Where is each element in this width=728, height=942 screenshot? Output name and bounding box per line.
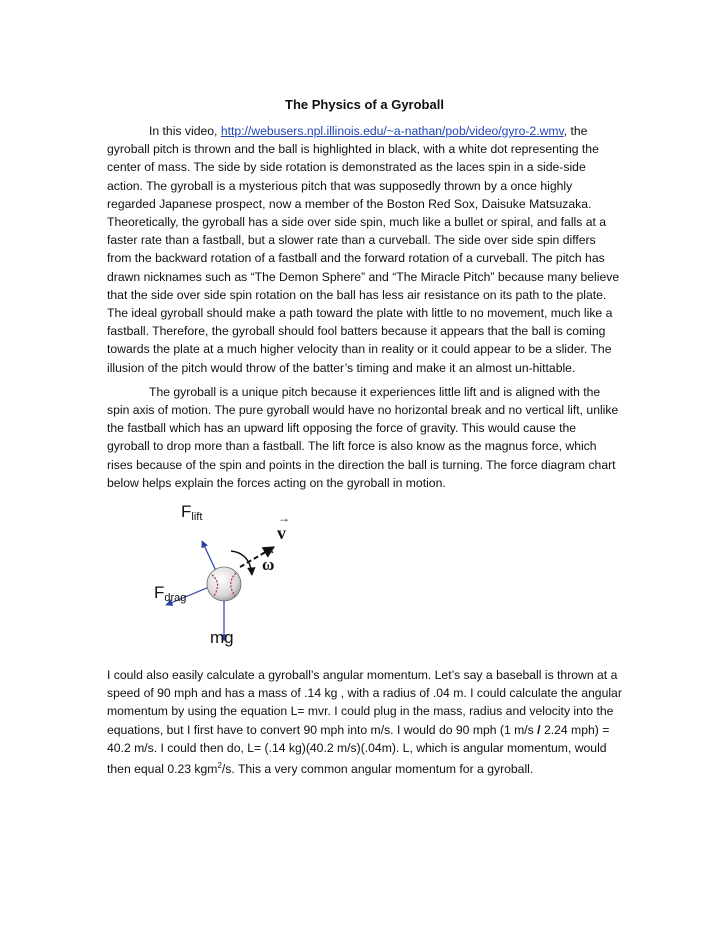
velocity-label: → v	[277, 511, 290, 544]
intro-rest: , the gyroball pitch is thrown and the ball is highlighted in black, with a white dot representing the center of mass. The side by side rotation is demonstrated as the laces spin in a side-side action. The gyroball is a mysterious pitch that was supposedly thrown by a once highly regarded Japanese prospect, now a member of the Boston Red Sox, Daisuke Matsuzaka. Theoretically, the gyroball has a side over side spin, much like a bullet or spiral, and falls at a faster rate than a fastball, but a slower rate than a curveball. The side over side spin differs from the backward rotation of a fastball and the forward rotation of a curveball. The pitch has drawn nicknames such as “The Demon Sphere” and “The Miracle Pitch” because many believe that the side over side spin rotation on the ball has less air resistance on its path to the plate. The ideal gyroball should make a path toward the plate with little to no movement, much like a fastball. Therefore, the gyroball should fool batters because it appears that the ball is coming towards the plate at a much higher velocity than in reality or it could appear to be a slider. The illusion of the pitch would throw of the batter’s timing and make it an almost un-hittable.	[107, 124, 620, 375]
paragraph-intro	[107, 122, 622, 377]
baseball	[207, 567, 241, 601]
paragraph-lift	[107, 383, 622, 492]
force-diagram	[152, 501, 342, 656]
paragraph-momentum: I could also easily calculate a gyroball’s angular momentum. Let’s say a baseball is thrown at a speed of 90 mph and has a mass of .14 kg , with a radius of .04 m. I could calculate the angular momentum by using the equation L= mvr. I could plug in the mass, radius and velocity into the equations, but I first have to convert 90 mph into m/s. I would do 90 mph (1 m/s / 2.24 mph) = 40.2 m/s. I could then do, L= (.14 kg)(40.2 m/s)(.04m). L, which is angular momentum, would then equal 0.23 kgm$^2$/s. This a very common angular momentum for a gyroball.	[107, 668, 622, 777]
document-page	[107, 97, 622, 778]
gravity-label: mg	[210, 628, 234, 648]
intro-text: In this video,	[149, 124, 221, 138]
force-diagram-graphic	[152, 501, 342, 656]
lift-arrow	[202, 541, 217, 573]
lift-label: $F_{lift}$	[181, 502, 203, 524]
video-link[interactable]: http://webusers.npl.illinois.edu/~a-nathan/pob/video/gyro-2.wmv	[220, 124, 564, 138]
lift-text: The gyroball is a unique pitch because it experiences little lift and is aligned with the spin axis of motion. The pure gyroball would have no horizontal break and no vertical lift, unlike the fastball which has an upward lift opposing the force of gravity. This would cause the gyroball to drop more than a fastball. The lift force is also know as the magnus force, which rises because of the spin and points in the direction the ball is turning. The force diagram chart below helps explain the forces acting on the gyroball in motion.	[107, 384, 619, 490]
drag-label: $F_{drag}$	[154, 583, 187, 605]
omega-label: → ω	[262, 543, 276, 575]
page-title: The Physics of a Gyroball	[285, 97, 444, 112]
